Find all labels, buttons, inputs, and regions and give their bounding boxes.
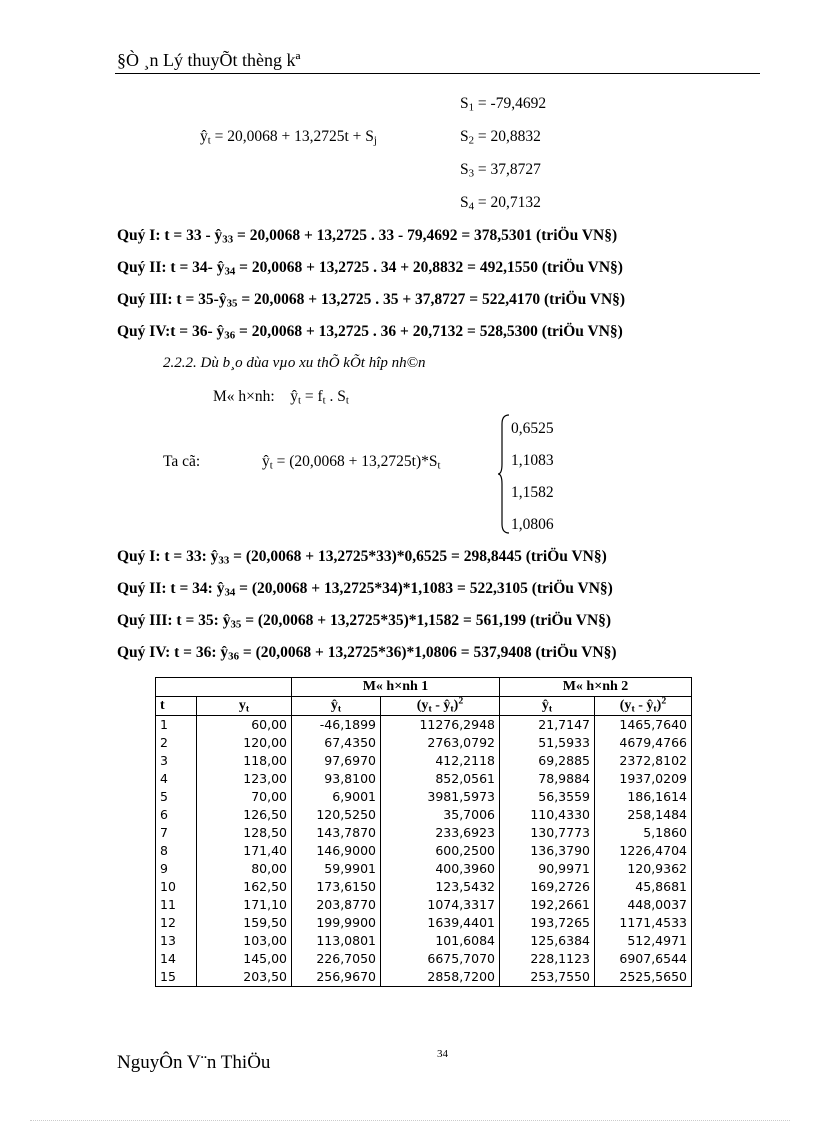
table-cell-value: 1171,4533 bbox=[595, 914, 692, 932]
table-cell-value: 193,7265 bbox=[500, 914, 595, 932]
table-cell-value: 123,5432 bbox=[381, 878, 500, 896]
additive-forecast-q2: Quý II: t = 34- $ŷ_{34} = 20,0068 + 13,2725$ . 34 + 20,8832 = 492,1550 (triÖu VN§) bbox=[117, 259, 623, 278]
multiplicative-forecast-q1: Quý I: t = 33: $ŷ_{33} = (20,0068 + 13,2725*33)*0,6525 = 298,8445$ (triÖu VN§) bbox=[117, 548, 607, 567]
table-cell-value: 51,5933 bbox=[500, 734, 595, 752]
table-cell-value: 136,3790 bbox=[500, 842, 595, 860]
table-cell-value: 253,7550 bbox=[500, 968, 595, 987]
table-cell-value: 60,00 bbox=[197, 716, 292, 735]
seasonal-factor-2: 1,1083 bbox=[511, 452, 554, 469]
table-cell-t: 5 bbox=[156, 788, 197, 806]
table-cell-value: 228,1123 bbox=[500, 950, 595, 968]
table-cell-value: 120,00 bbox=[197, 734, 292, 752]
table-cell-value: 67,4350 bbox=[292, 734, 381, 752]
additive-model-formula: $ŷ_t = 20,0068 + 13,2725t + S_j$ bbox=[200, 128, 377, 147]
page-header-title: §Ò ¸n Lý thuyÕt thèng kª bbox=[117, 50, 301, 70]
table-cell-value: 123,00 bbox=[197, 770, 292, 788]
table-row bbox=[156, 716, 692, 735]
table-cell-value: 226,7050 bbox=[292, 950, 381, 968]
table-cell-value: 1074,3317 bbox=[381, 896, 500, 914]
col-t-header: t bbox=[156, 697, 197, 716]
table-cell-t: 2 bbox=[156, 734, 197, 752]
table-cell-value: 852,0561 bbox=[381, 770, 500, 788]
table-cell-value: 120,9362 bbox=[595, 860, 692, 878]
table-row bbox=[156, 734, 692, 752]
table-cell-value: 130,7773 bbox=[500, 824, 595, 842]
table-cell-value: 400,3960 bbox=[381, 860, 500, 878]
table-cell-value: 159,50 bbox=[197, 914, 292, 932]
table-cell-value: 78,9884 bbox=[500, 770, 595, 788]
table-cell-value: 6675,7070 bbox=[381, 950, 500, 968]
table-cell-value: 59,9901 bbox=[292, 860, 381, 878]
table-cell-value: 203,50 bbox=[197, 968, 292, 987]
table-cell-value: 146,9000 bbox=[292, 842, 381, 860]
additive-forecast-q3: Quý III: $t = 35-ŷ_{35} = 20,0068 + 13,2725$ . 35 + 37,8727 = 522,4170 (triÖu VN§) bbox=[117, 291, 626, 310]
table-row bbox=[156, 752, 692, 770]
table-row bbox=[156, 896, 692, 914]
table-cell-value: 90,9971 bbox=[500, 860, 595, 878]
table-row bbox=[156, 806, 692, 824]
table-cell-value: 192,2661 bbox=[500, 896, 595, 914]
table-cell-t: 8 bbox=[156, 842, 197, 860]
table-cell-value: 258,1484 bbox=[595, 806, 692, 824]
seasonal-index-s2: $S_2 = 20,8832$ bbox=[460, 128, 541, 147]
page-number: 34 bbox=[437, 1048, 448, 1060]
table-cell-value: 169,2726 bbox=[500, 878, 595, 896]
table-cell-value: 173,6150 bbox=[292, 878, 381, 896]
table-cell-value: 1465,7640 bbox=[595, 716, 692, 735]
table-cell-value: 125,6384 bbox=[500, 932, 595, 950]
multiplicative-forecast-q3: Quý III: t = 35: $ŷ_{35} = (20,0068 + 13,2725*35)*1,1582 = 561,199$ (triÖu VN§) bbox=[117, 612, 612, 631]
table-cell-t: 15 bbox=[156, 968, 197, 987]
table-cell-value: 2372,8102 bbox=[595, 752, 692, 770]
seasonal-factor-3: 1,1582 bbox=[511, 484, 554, 501]
header-rule bbox=[115, 73, 760, 74]
taco-label: Ta cã: bbox=[163, 453, 201, 470]
table-cell-value: 171,40 bbox=[197, 842, 292, 860]
table-cell-value: 120,5250 bbox=[292, 806, 381, 824]
table-cell-value: 101,6084 bbox=[381, 932, 500, 950]
table-cell-value: 93,8100 bbox=[292, 770, 381, 788]
table-cell-t: 3 bbox=[156, 752, 197, 770]
col-sq2-header: ($y_t$ - $ŷ_t)^2$ bbox=[595, 697, 692, 716]
table-cell-value: 110,4330 bbox=[500, 806, 595, 824]
table-cell-value: 6907,6544 bbox=[595, 950, 692, 968]
multiplicative-forecast-q4: Quý IV: t = 36: $ŷ_{36} = (20,0068 + 13,2725*36)*1,0806 = 537,9408$ (triÖu VN§) bbox=[117, 644, 617, 663]
table-row bbox=[156, 860, 692, 878]
table-cell-value: 103,00 bbox=[197, 932, 292, 950]
col-sq1-header: ($y_t$ - $ŷ_t)^2$ bbox=[381, 697, 500, 716]
table-row bbox=[156, 950, 692, 968]
table-cell-value: 3981,5973 bbox=[381, 788, 500, 806]
taco-formula: $ŷ_t = (20,0068 + 13,2725t)*S_t$ bbox=[262, 453, 441, 472]
table-cell-value: 69,2885 bbox=[500, 752, 595, 770]
table-row bbox=[156, 788, 692, 806]
table-cell-t: 13 bbox=[156, 932, 197, 950]
multiplicative-model-formula: M« h×nh: $ŷ_t = f_t$ . $S_t$ bbox=[213, 388, 349, 407]
seasonal-index-s4: $S_4 = 20,7132$ bbox=[460, 194, 541, 213]
table-cell-value: 35,7006 bbox=[381, 806, 500, 824]
table-cell-value: 6,9001 bbox=[292, 788, 381, 806]
table-cell-value: -46,1899 bbox=[292, 716, 381, 735]
table-cell-value: 162,50 bbox=[197, 878, 292, 896]
col-y-header: $y_t$ bbox=[197, 697, 292, 716]
table-cell-t: 10 bbox=[156, 878, 197, 896]
table-cell-value: 45,8681 bbox=[595, 878, 692, 896]
table-cell-value: 80,00 bbox=[197, 860, 292, 878]
table-row bbox=[156, 842, 692, 860]
table-cell-value: 5,1860 bbox=[595, 824, 692, 842]
table-cell-value: 143,7870 bbox=[292, 824, 381, 842]
model-2-header: M« h×nh 2 bbox=[500, 678, 692, 697]
model-1-header: M« h×nh 1 bbox=[292, 678, 500, 697]
table-row bbox=[156, 968, 692, 987]
col-yhat1-header: $ŷ_t$ bbox=[292, 697, 381, 716]
seasonal-index-s3: $S_3 = 37,8727$ bbox=[460, 161, 541, 180]
table-cell-value: 56,3559 bbox=[500, 788, 595, 806]
table-cell-t: 7 bbox=[156, 824, 197, 842]
comparison-table bbox=[155, 677, 692, 987]
table-cell-value: 600,2500 bbox=[381, 842, 500, 860]
table-cell-t: 1 bbox=[156, 716, 197, 735]
table-cell-t: 12 bbox=[156, 914, 197, 932]
table-row bbox=[156, 914, 692, 932]
table-cell-value: 171,10 bbox=[197, 896, 292, 914]
col-yhat2-header: $ŷ_t$ bbox=[500, 697, 595, 716]
table-cell-value: 113,0801 bbox=[292, 932, 381, 950]
table-cell-value: 70,00 bbox=[197, 788, 292, 806]
table-cell-value: 128,50 bbox=[197, 824, 292, 842]
table-cell-value: 256,9670 bbox=[292, 968, 381, 987]
table-row bbox=[156, 932, 692, 950]
table-cell-t: 4 bbox=[156, 770, 197, 788]
additive-forecast-q4: Quý IV:t = 36- $ŷ_{36} = 20,0068 + 13,2725$ . 36 + 20,7132 = 528,5300 (triÖu VN§) bbox=[117, 323, 623, 342]
seasonal-index-s1: $S_1 = -79,4692$ bbox=[460, 95, 547, 114]
table-cell-value: 21,7147 bbox=[500, 716, 595, 735]
table-cell-value: 4679,4766 bbox=[595, 734, 692, 752]
table-cell-value: 11276,2948 bbox=[381, 716, 500, 735]
table-cell-t: 6 bbox=[156, 806, 197, 824]
table-cell-t: 11 bbox=[156, 896, 197, 914]
table-row bbox=[156, 824, 692, 842]
table-cell-value: 145,00 bbox=[197, 950, 292, 968]
footer-author: NguyÔn V¨n ThiÖu bbox=[117, 1052, 271, 1073]
table-cell-value: 118,00 bbox=[197, 752, 292, 770]
table-cell-value: 233,6923 bbox=[381, 824, 500, 842]
seasonal-factor-4: 1,0806 bbox=[511, 516, 554, 533]
table-cell-value: 126,50 bbox=[197, 806, 292, 824]
table-cell-value: 199,9900 bbox=[292, 914, 381, 932]
table-row bbox=[156, 878, 692, 896]
table-cell-t: 9 bbox=[156, 860, 197, 878]
table-cell-value: 97,6970 bbox=[292, 752, 381, 770]
table-row bbox=[156, 770, 692, 788]
table-cell-value: 512,4971 bbox=[595, 932, 692, 950]
curly-brace-icon bbox=[497, 414, 511, 534]
page-bottom-border bbox=[30, 1120, 790, 1121]
table-cell-value: 203,8770 bbox=[292, 896, 381, 914]
table-cell-t: 14 bbox=[156, 950, 197, 968]
section-heading: 2.2.2. Dù b¸o dùa vµo xu thÕ kÕt hîp nh©n bbox=[163, 355, 426, 371]
table-cell-value: 1226,4704 bbox=[595, 842, 692, 860]
table-cell-value: 1937,0209 bbox=[595, 770, 692, 788]
table-cell-value: 186,1614 bbox=[595, 788, 692, 806]
table-cell-value: 1639,4401 bbox=[381, 914, 500, 932]
table-cell-value: 412,2118 bbox=[381, 752, 500, 770]
additive-forecast-q1: Quý I: $t = 33 - ŷ_{33} = 20,0068 + 13,2725$ . 33 - 79,4692 = 378,5301 (triÖu VN§) bbox=[117, 227, 618, 246]
table-cell-value: 2858,7200 bbox=[381, 968, 500, 987]
table-cell-value: 448,0037 bbox=[595, 896, 692, 914]
seasonal-factor-1: 0,6525 bbox=[511, 420, 554, 437]
table-cell-value: 2525,5650 bbox=[595, 968, 692, 987]
multiplicative-forecast-q2: Quý II: t = 34: $ŷ_{34} = (20,0068 + 13,2725*34)*1,1083 = 522,3105$ (triÖu VN§) bbox=[117, 580, 613, 599]
table-cell-value: 2763,0792 bbox=[381, 734, 500, 752]
